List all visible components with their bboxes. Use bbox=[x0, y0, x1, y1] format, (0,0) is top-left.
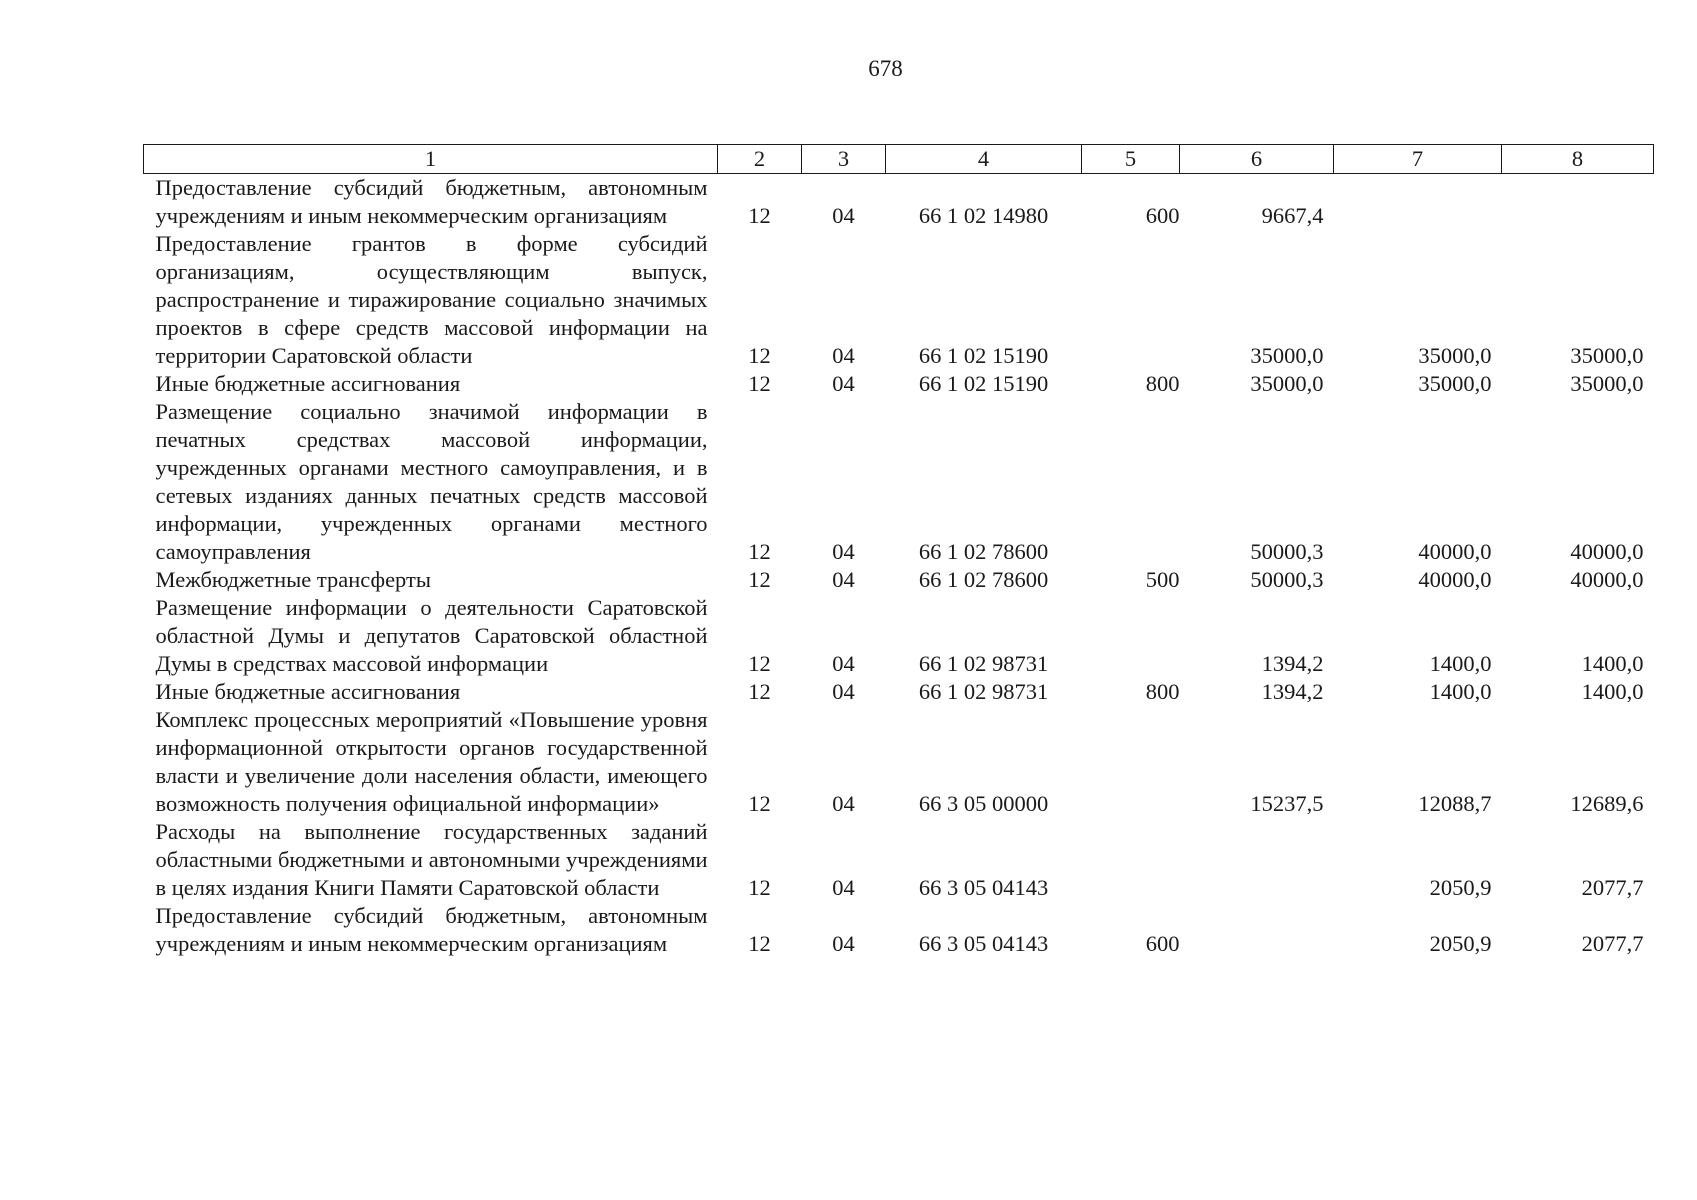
column-header: 2 bbox=[718, 145, 802, 174]
table-row bbox=[144, 398, 1654, 566]
budget-table bbox=[143, 144, 1654, 958]
cell-subsection: 04 bbox=[832, 931, 855, 956]
row-name: Иные бюджетные ассигнования bbox=[155, 679, 461, 704]
column-header: 1 bbox=[144, 145, 718, 174]
cell-subsection: 04 bbox=[832, 371, 855, 396]
cell-value-7: 40000,0 bbox=[1418, 567, 1492, 592]
cell-subsection: 04 bbox=[832, 651, 855, 676]
cell-subsection: 04 bbox=[832, 679, 855, 704]
table-row bbox=[144, 818, 1654, 902]
column-header: 3 bbox=[802, 145, 886, 174]
row-name: Комплекс процессных мероприятий «Повышение уровня информационной открытости органов государственной власти и увеличение доли населения области, имеющего возможность получения официальной информации» bbox=[155, 707, 708, 816]
table-row bbox=[144, 594, 1654, 678]
cell-expense-type: 600 bbox=[1145, 203, 1180, 228]
row-name: Межбюджетные трансферты bbox=[155, 567, 431, 592]
cell-target-code: 66 1 02 98731 bbox=[918, 679, 1049, 704]
cell-target-code: 66 1 02 15190 bbox=[918, 371, 1049, 396]
cell-target-code: 66 1 02 98731 bbox=[918, 651, 1049, 676]
cell-value-8: 40000,0 bbox=[1570, 567, 1644, 592]
cell-value-8: 1400,0 bbox=[1581, 651, 1644, 676]
cell-value-7: 12088,7 bbox=[1418, 791, 1492, 816]
row-name: Предоставление субсидий бюджетным, автономным учреждениям и иным некоммерческим организациям bbox=[155, 903, 708, 956]
table-row bbox=[144, 230, 1654, 370]
cell-target-code: 66 1 02 78600 bbox=[918, 567, 1049, 592]
cell-value-6: 1394,2 bbox=[1261, 679, 1324, 704]
cell-value-6: 35000,0 bbox=[1250, 343, 1324, 368]
column-header: 5 bbox=[1082, 145, 1180, 174]
cell-section: 12 bbox=[748, 679, 771, 704]
cell-value-8: 35000,0 bbox=[1570, 343, 1644, 368]
cell-value-7 bbox=[1334, 174, 1502, 231]
cell-section: 12 bbox=[748, 651, 771, 676]
cell-value-6 bbox=[1180, 902, 1334, 958]
column-header: 4 bbox=[886, 145, 1082, 174]
cell-value-7: 40000,0 bbox=[1418, 539, 1492, 564]
cell-expense-type bbox=[1082, 398, 1180, 566]
column-header-row bbox=[144, 145, 1654, 174]
cell-section: 12 bbox=[748, 791, 771, 816]
cell-section: 12 bbox=[748, 371, 771, 396]
cell-expense-type bbox=[1082, 230, 1180, 370]
cell-expense-type bbox=[1082, 594, 1180, 678]
page-number: 678 bbox=[868, 56, 903, 81]
cell-target-code: 66 1 02 15190 bbox=[918, 343, 1049, 368]
cell-value-6 bbox=[1180, 818, 1334, 902]
cell-value-8: 12689,6 bbox=[1570, 791, 1644, 816]
cell-value-7: 2050,9 bbox=[1429, 931, 1492, 956]
cell-expense-type: 600 bbox=[1145, 931, 1180, 956]
cell-value-8: 1400,0 bbox=[1581, 679, 1644, 704]
table-row bbox=[144, 678, 1654, 706]
cell-value-6: 50000,3 bbox=[1250, 539, 1324, 564]
table-row bbox=[144, 902, 1654, 958]
column-header: 7 bbox=[1334, 145, 1502, 174]
row-name: Размещение социально значимой информации в печатных средствах массовой информации, учрежденных органами местного самоуправления, и в сетевых изданиях данных печатных средств массовой информации, учрежденных органами местного самоуправления bbox=[155, 399, 708, 564]
cell-value-7: 1400,0 bbox=[1429, 651, 1492, 676]
cell-subsection: 04 bbox=[832, 539, 855, 564]
cell-value-7: 1400,0 bbox=[1429, 679, 1492, 704]
cell-section: 12 bbox=[748, 931, 771, 956]
cell-value-8 bbox=[1502, 174, 1654, 231]
cell-section: 12 bbox=[748, 567, 771, 592]
cell-subsection: 04 bbox=[832, 791, 855, 816]
cell-section: 12 bbox=[748, 203, 771, 228]
cell-value-7: 35000,0 bbox=[1418, 371, 1492, 396]
column-header: 6 bbox=[1180, 145, 1334, 174]
cell-value-6: 9667,4 bbox=[1261, 203, 1324, 228]
cell-section: 12 bbox=[748, 875, 771, 900]
cell-value-8: 35000,0 bbox=[1570, 371, 1644, 396]
cell-value-6: 1394,2 bbox=[1261, 651, 1324, 676]
cell-expense-type: 500 bbox=[1145, 567, 1180, 592]
row-name: Размещение информации о деятельности Саратовской областной Думы и депутатов Саратовской областной Думы в средствах массовой информации bbox=[155, 595, 708, 676]
cell-subsection: 04 bbox=[832, 875, 855, 900]
cell-value-8: 2077,7 bbox=[1581, 931, 1644, 956]
cell-value-8: 40000,0 bbox=[1570, 539, 1644, 564]
cell-expense-type bbox=[1082, 706, 1180, 818]
cell-target-code: 66 1 02 78600 bbox=[918, 539, 1049, 564]
cell-expense-type bbox=[1082, 818, 1180, 902]
cell-target-code: 66 3 05 04143 bbox=[918, 875, 1049, 900]
cell-target-code: 66 1 02 14980 bbox=[918, 203, 1049, 228]
cell-target-code: 66 3 05 04143 bbox=[918, 931, 1049, 956]
cell-value-7: 2050,9 bbox=[1429, 875, 1492, 900]
cell-expense-type: 800 bbox=[1145, 371, 1180, 396]
table-row bbox=[144, 566, 1654, 594]
cell-section: 12 bbox=[748, 539, 771, 564]
cell-subsection: 04 bbox=[832, 567, 855, 592]
row-name: Расходы на выполнение государственных заданий областными бюджетными и автономными учреждениями в целях издания Книги Памяти Саратовской области bbox=[155, 819, 708, 900]
table-row bbox=[144, 370, 1654, 398]
cell-value-6: 50000,3 bbox=[1250, 567, 1324, 592]
table-row bbox=[144, 174, 1654, 231]
cell-value-7: 35000,0 bbox=[1418, 343, 1492, 368]
row-name: Предоставление субсидий бюджетным, автономным учреждениям и иным некоммерческим организациям bbox=[155, 175, 708, 228]
cell-value-8: 2077,7 bbox=[1581, 875, 1644, 900]
cell-value-6: 35000,0 bbox=[1250, 371, 1324, 396]
cell-subsection: 04 bbox=[832, 203, 855, 228]
table-row bbox=[144, 706, 1654, 818]
cell-subsection: 04 bbox=[832, 343, 855, 368]
cell-target-code: 66 3 05 00000 bbox=[918, 791, 1049, 816]
row-name: Предоставление грантов в форме субсидий организациям, осуществляющим выпуск, распространение и тиражирование социально значимых проектов в сфере средств массовой информации на территории Саратовской области bbox=[155, 231, 708, 368]
cell-section: 12 bbox=[748, 343, 771, 368]
column-header: 8 bbox=[1502, 145, 1654, 174]
cell-expense-type: 800 bbox=[1145, 679, 1180, 704]
row-name: Иные бюджетные ассигнования bbox=[155, 371, 461, 396]
cell-value-6: 15237,5 bbox=[1250, 791, 1324, 816]
